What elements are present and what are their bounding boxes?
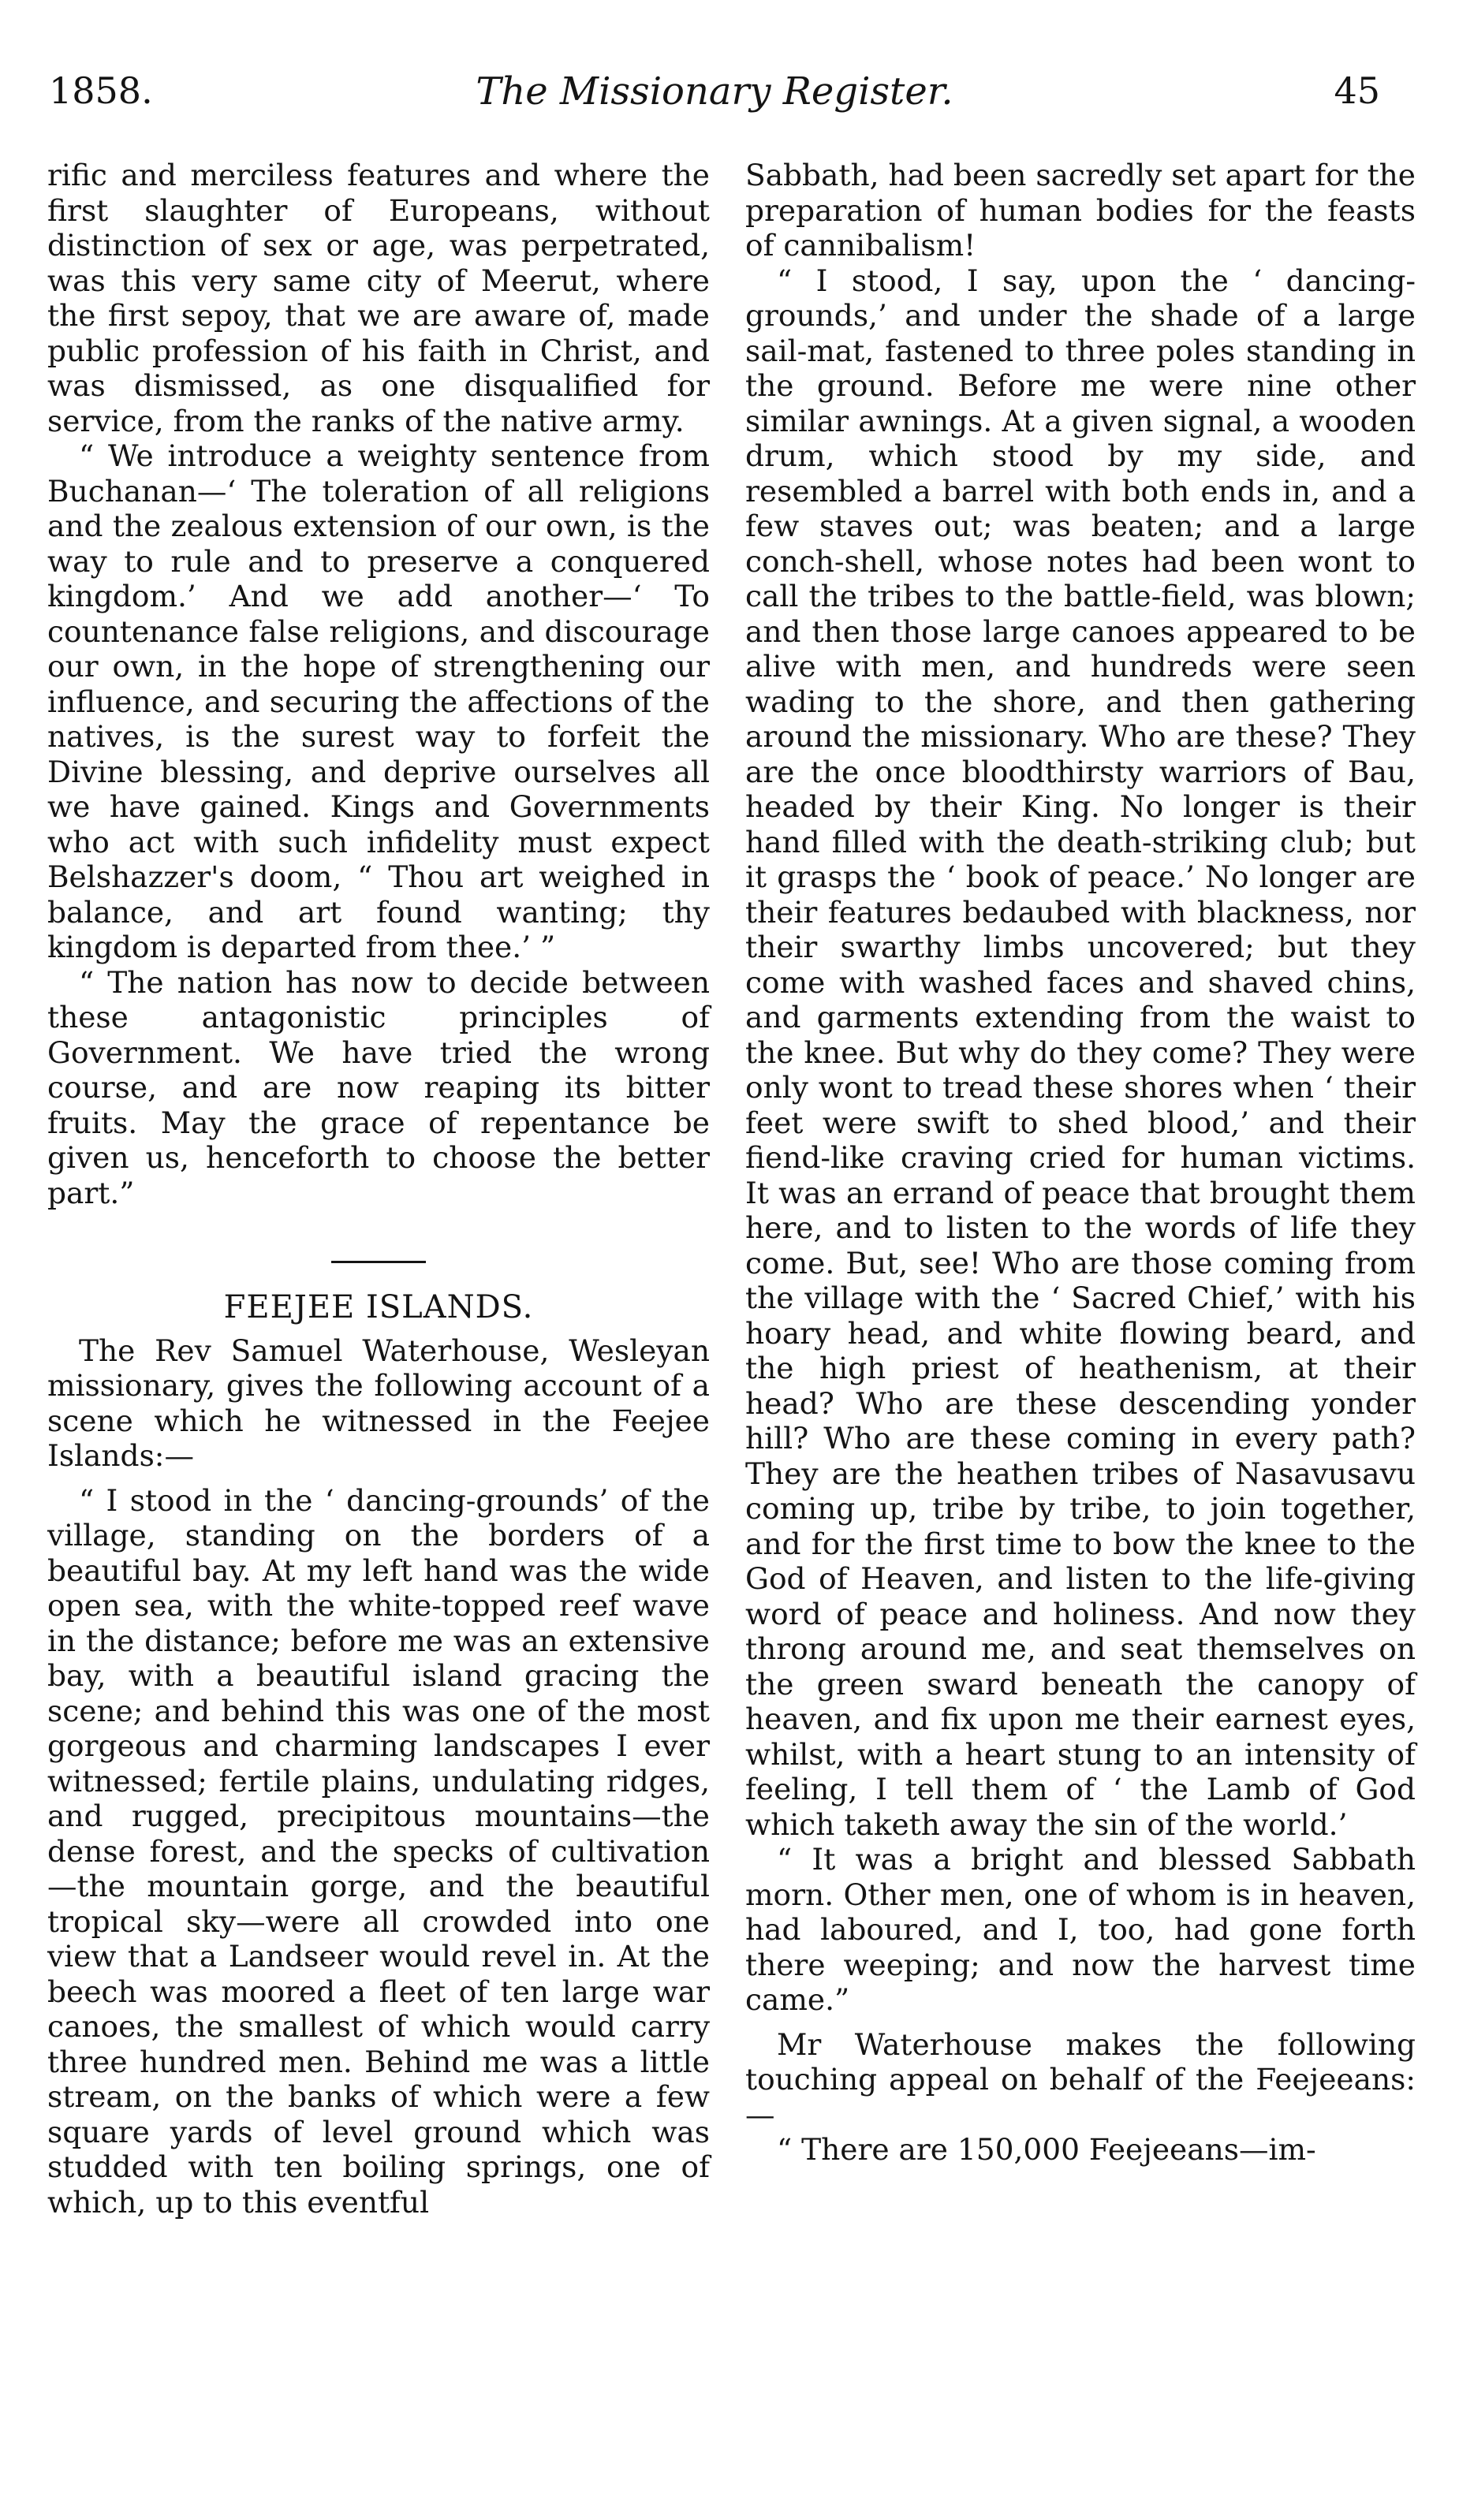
section-divider	[331, 1261, 426, 1263]
section-heading: FEEJEE ISLANDS.	[223, 1289, 534, 1325]
paragraph: “ It was a bright and blessed Sabbath morn. Other men, one of whom is in heaven, had laboured, and I, too, had gone forth there weeping; and now the harvest time came.”	[745, 1842, 1416, 2017]
running-header	[49, 69, 1380, 125]
header-title: The Missionary Register.	[476, 69, 953, 114]
right-column	[745, 158, 1416, 2168]
header-year: 1858.	[49, 69, 153, 112]
paragraph: “ I stood in the ‘ dancing-grounds’ of the village, standing on the borders of a beautiful bay. At my left hand was the wide open sea, with the white-topped reef wave in the distance; before me was an extensive bay, with a beautiful island gracing the scene; and behind this was one of the most gorgeous and charming landscapes I ever witnessed; fertile plains, undulating ridges, and rugged, precipitous mountains—the dense forest, and the specks of cultivation—the mountain gorge, and the beautiful tropical sky—were all crowded into one view that a Landseer would revel in. At the beech was moored a fleet of ten large war canoes, the smallest of which would carry three hundred men. Behind me was a little stream, on the banks of which were a few square yards of level ground which was studded with ten boiling springs, one of which, up to this eventful	[47, 1482, 710, 2220]
left-column	[47, 158, 710, 2220]
paragraph: Mr Waterhouse makes the following touching appeal on behalf of the Feejeeans:—	[745, 2026, 1416, 2132]
paragraph: “ I stood, I say, upon the ‘ dancing-grounds,’ and under the shade of a large sail-mat, fastened to three poles standing in the ground. Before me were nine other similar awnings. At a given signal, a wooden drum, which stood by my side, and resembled a barrel with both ends in, and a few staves out; was beaten; and a large conch-shell, whose notes had been wont to call the tribes to the battle-field, was blown; and then those large canoes appeared to be alive with men, and hundreds were seen wading to the shore, and then gathering around the missionary. Who are these? They are the once bloodthirsty warriors of Bau, headed by their King. No longer is their hand filled with the death-striking club; but it grasps the ‘ book of peace.’ No longer are their features bedaubed with blackness, nor their swarthy limbs uncovered; but they come with washed faces and shaved chins, and garments extending from the waist to the knee. But why do they come? They were only wont to tread these shores when ‘ their feet were swift to shed blood,’ and their fiend-like craving cried for human victims. It was an errand of peace that brought them here, and to listen to the words of life they come. But, see! Who are those coming from the village with the ‘ Sacred Chief,’ with his hoary head, and white flowing beard, and the high priest of heathenism, at their head? Who are these descending yonder hill? Who are these coming in every path? They are the heathen tribes of Nasavusavu coming up, tribe by tribe, to join together, and for the first time to bow the knee to the God of Heaven, and listen to the life-giving word of peace and holiness. And now they throng around me, and seat themselves on the green sward beneath the canopy of heaven, and fix upon me their earnest eyes, whilst, with a heart stung to an intensity of feeling, I tell them of ‘ the Lamb of God which taketh away the sin of the world.’	[745, 263, 1416, 1842]
paragraph: rific and merciless features and where the first slaughter of Europeans, without distinction of sex or age, was perpetrated, was this very same city of Meerut, where the first sepoy, that we are aware of, made public profession of his faith in Christ, and was dismissed, as one disqualified for service, from the ranks of the native army.	[47, 158, 710, 438]
paragraph: Sabbath, had been sacredly set apart for the preparation of human bodies for the feasts of cannibalism!	[745, 158, 1416, 263]
page-number: 45	[1334, 69, 1380, 112]
paragraph: The Rev Samuel Waterhouse, Wesleyan missionary, gives the following account of a scene which he witnessed in the Feejee Islands:—	[47, 1333, 710, 1473]
paragraph: “ We introduce a weighty sentence from Buchanan—‘ The toleration of all religions and the zealous extension of our own, is the way to rule and to preserve a conquered kingdom.’ And we add another—‘ To countenance false religions, and discourage our own, in the hope of strengthening our influence, and securing the affections of the natives, is the surest way to forfeit the Divine blessing, and deprive ourselves all we have gained. Kings and Governments who act with such infidelity must expect Belshazzer's doom, “ Thou art weighed in balance, and art found wanting; thy kingdom is departed from thee.’ ”	[47, 438, 710, 964]
paragraph: “ The nation has now to decide between these antagonistic principles of Government. We have tried the wrong course, and are now reaping its bitter fruits. May the grace of repentance be given us, henceforth to choose the better part.”	[47, 964, 710, 1210]
paragraph: “ There are 150,000 Feejeeans—im-	[777, 2132, 1316, 2167]
